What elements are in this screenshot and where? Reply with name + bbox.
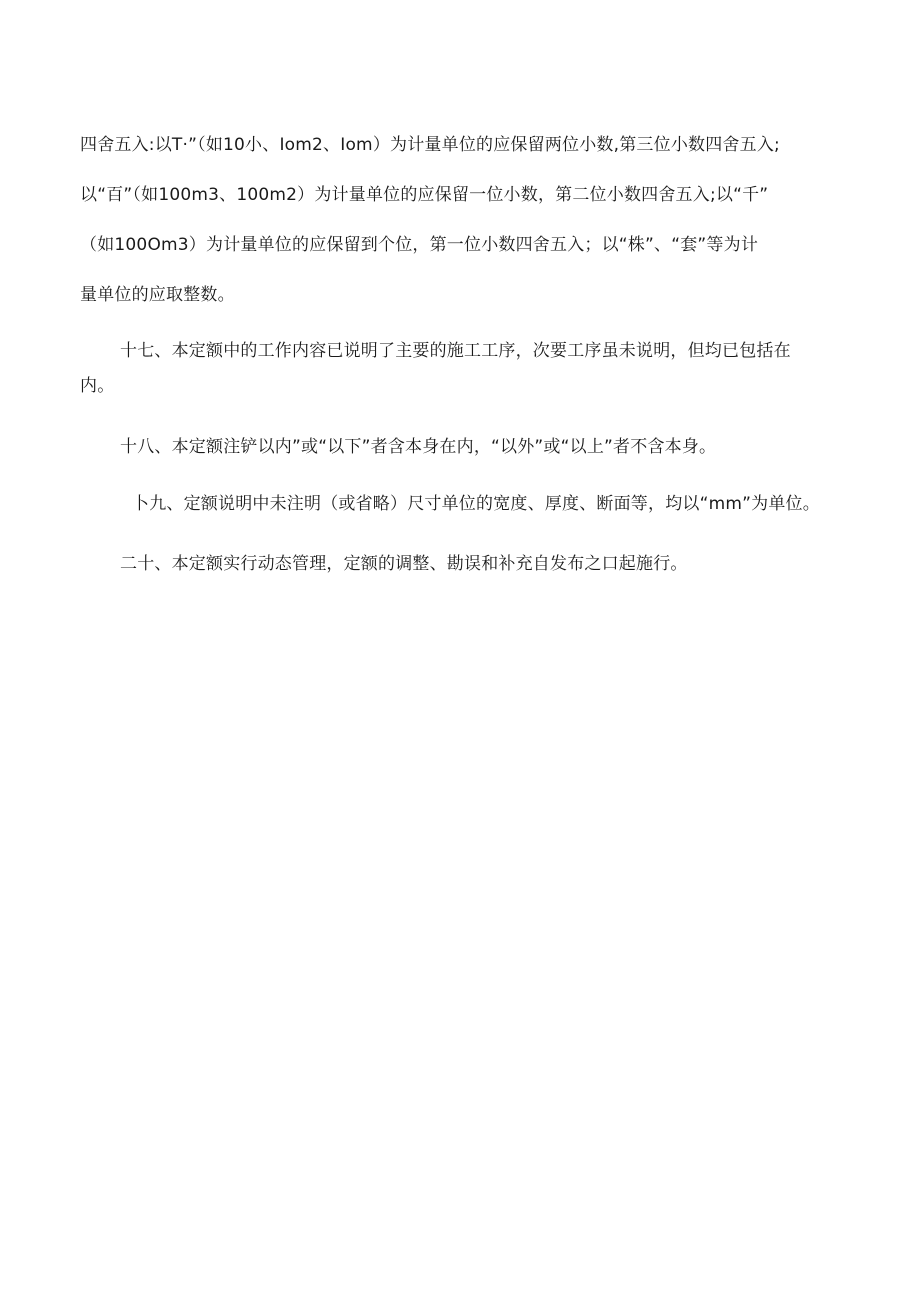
paragraph-line-rounding-rules-4: 量单位的应取整数。 [80, 285, 235, 305]
paragraph-line-rounding-rules-1: 四舍五入:以T·”（如10小、Iom2、Iom）为计量单位的应保留两位小数,第三位小数四舍五入; [80, 135, 780, 155]
paragraph-17-line-2: 内。 [80, 376, 115, 396]
paragraph-17-line-1: 十七、本定额中的工作内容已说明了主要的施工工序，次要工序虽未说明，但均已包括在 [120, 341, 791, 361]
paragraph-20: 二十、本定额实行动态管理，定额的调整、勘误和补充自发布之口起施行。 [120, 554, 688, 574]
paragraph-19: 卜九、定额说明中未注明（或省略）尺寸单位的宽度、厚度、断面等，均以“mm”为单位。 [132, 494, 820, 514]
paragraph-18: 十八、本定额注铲以内”或“以下”者含本身在内，“以外”或“以上”者不含本身。 [120, 437, 717, 457]
paragraph-line-rounding-rules-3: （如100Om3）为计量单位的应保留到个位，第一位小数四舍五入；以“株”、“套”等为计 [80, 235, 759, 255]
paragraph-line-rounding-rules-2: 以“百”（如100m3、100m2）为计量单位的应保留一位小数，第二位小数四舍五入;以“千” [80, 185, 769, 205]
